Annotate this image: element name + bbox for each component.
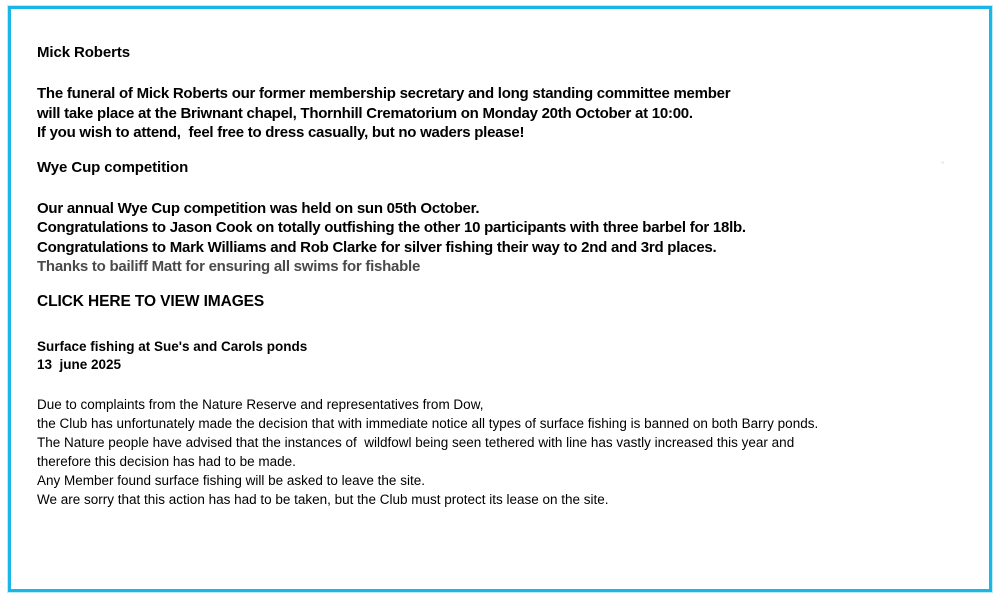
notice-title: Surface fishing at Sue's and Carols ponds (37, 338, 308, 354)
view-images-link[interactable]: CLICK HERE TO VIEW IMAGES (37, 292, 265, 310)
spacer (37, 277, 963, 292)
section-mick-roberts (37, 43, 963, 143)
notice-line-6: We are sorry that this action has had to be taken, but the Club must protect its lease on the site. (37, 491, 609, 507)
spacer (37, 143, 963, 158)
wye-cup-line-3: Congratulations to Mark Williams and Rob Clarke for silver fishing their way to 2nd and 3rd places. (37, 238, 717, 256)
section-surface-fishing-notice (37, 338, 963, 509)
panel-inner (37, 43, 963, 509)
notice-line-3: The Nature people have advised that the instances of wildfowl being seen tethered with line has vastly increased this year and (37, 434, 795, 450)
corner-artifact: '' (941, 160, 945, 170)
spacer (37, 63, 963, 84)
mick-roberts-line-3: If you wish to attend, feel free to dress casually, but no waders please! (37, 124, 525, 141)
mick-roberts-line-2: will take place at the Briwnant chapel, Thornhill Crematorium on Monday 20th October at 10:00. (37, 104, 693, 122)
spacer (37, 312, 963, 338)
spacer (37, 178, 963, 199)
notice-line-5: Any Member found surface fishing will be asked to leave the site. (37, 472, 425, 488)
notice-line-2: the Club has unfortunately made the decision that with immediate notice all types of surface fishing is banned on both Barry ponds. (37, 415, 819, 431)
wye-cup-bailiff-note: Thanks to bailiff Matt for ensuring all swims for fishable (37, 258, 421, 275)
notice-date: 13 june 2025 (37, 356, 122, 372)
content-panel (8, 6, 992, 592)
section-heading-wye-cup: Wye Cup competition (37, 158, 189, 176)
wye-cup-line-1: Our annual Wye Cup competition was held on sun 05th October. (37, 199, 480, 217)
notice-line-4: therefore this decision has had to be made. (37, 453, 296, 469)
section-heading-mick-roberts: Mick Roberts (37, 44, 130, 61)
mick-roberts-line-1: The funeral of Mick Roberts our former membership secretary and long standing committee member (37, 85, 731, 102)
spacer (37, 374, 963, 395)
wye-cup-line-2: Congratulations to Jason Cook on totally outfishing the other 10 participants with three barbel for 18lb. (37, 219, 746, 236)
section-wye-cup (37, 158, 963, 277)
notice-line-1: Due to complaints from the Nature Reserve and representatives from Dow, (37, 396, 484, 412)
